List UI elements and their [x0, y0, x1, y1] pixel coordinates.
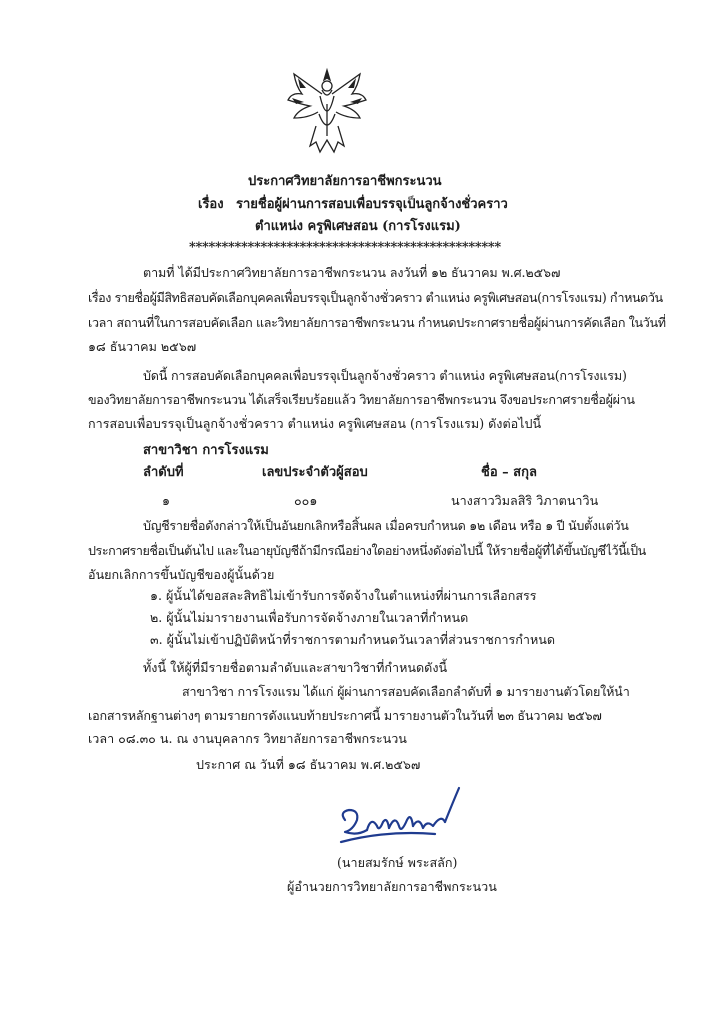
para1-line2: เรื่อง รายชื่อผู้มีสิทธิสอบคัดเลือกบุคคลเพื่อบรรจุเป็นลูกจ้างชั่วคราว ตำแหน่ง ครูพิเศษสอน(การโรงแรม) กำหนดวัน	[88, 290, 663, 305]
branch-heading: สาขาวิชา การโรงแรม	[143, 443, 269, 458]
para4-line1: ทั้งนี้ ให้ผู้ที่มีรายชื่อตามลำดับและสาขาวิชาที่กำหนดดังนี้	[143, 660, 448, 675]
condition-item: ๒. ผู้นั้นไม่มารายงานเพื่อรับการจัดจ้างภายในเวลาที่กำหนด	[150, 610, 469, 625]
para2-line1: บัดนี้ การสอบคัดเลือกบุคคลเพื่อบรรจุเป็นลูกจ้างชั่วคราว ตำแหน่ง ครูพิเศษสอน(การโรงแรม)	[143, 368, 627, 383]
signer-position: ผู้อำนวยการวิทยาลัยการอาชีพกระนวน	[287, 879, 497, 894]
announce-date: ประกาศ ณ วันที่ ๑๘ ธันวาคม พ.ศ.๒๕๖๗	[196, 757, 421, 772]
col-header-order: ลำดับที่	[143, 465, 184, 480]
signature-mark	[337, 786, 467, 852]
condition-item: ๑. ผู้นั้นได้ขอสละสิทธิไม่เข้ารับการจัดจ้างในตำแหน่งที่ผ่านการเลือกสรร	[150, 588, 537, 603]
para1-line4: ๑๘ ธันวาคม ๒๕๖๗	[88, 339, 197, 354]
row-name: นางสาววิมลสิริ วิภาตนาวิน	[451, 493, 599, 508]
para1-line1: ตามที่ ได้มีประกาศวิทยาลัยการอาชีพกระนวน ลงวันที่ ๑๒ ธันวาคม พ.ศ.๒๕๖๗	[143, 265, 561, 280]
subject-label: เรื่อง	[198, 197, 224, 212]
divider-stars: ************************************************	[189, 240, 501, 255]
document-title: ประกาศวิทยาลัยการอาชีพกระนวน	[248, 174, 442, 189]
para2-line2: ของวิทยาลัยการอาชีพกระนวน ได้เสร็จเรียบร้อยแล้ว วิทยาลัยการอาชีพกระนวน จึงขอประกาศรายชื่อผู้ผ่าน	[88, 392, 635, 407]
subject-text: รายชื่อผู้ผ่านการสอบเพื่อบรรจุเป็นลูกจ้างชั่วคราว	[236, 197, 508, 212]
garuda-emblem	[286, 66, 368, 156]
row-exam-id: ๐๐๑	[294, 493, 318, 508]
condition-item: ๓. ผู้นั้นไม่เข้าปฏิบัติหน้าที่ราชการตามกำหนดวันเวลาที่ส่วนราชการกำหนด	[150, 632, 556, 647]
para4-line2: สาขาวิชา การโรงแรม ได้แก่ ผู้ผ่านการสอบคัดเลือกลำดับที่ ๑ มารายงานตัวโดยให้นำ	[182, 684, 630, 699]
row-order: ๑	[162, 493, 170, 508]
para4-line4: เวลา ๐๘.๓๐ น. ณ งานบุคลากร วิทยาลัยการอาชีพกระนวน	[88, 731, 407, 746]
para1-line3: เวลา สถานที่ในการสอบคัดเลือก และวิทยาลัยการอาชีพกระนวน กำหนดประกาศรายชื่อผู้ผ่านการคัดเลือก ในวันที่	[88, 315, 666, 330]
signer-name: (นายสมรักษ์ พระสลัก)	[337, 855, 458, 870]
para3-line3: อันยกเลิกการขึ้นบัญชีของผู้นั้นด้วย	[88, 567, 275, 582]
para3-line1: บัญชีรายชื่อดังกล่าวให้เป็นอันยกเลิกหรือสิ้นผล เมื่อครบกำหนด ๑๒ เดือน หรือ ๑ ปี นับตั้งแต่วัน	[143, 518, 629, 533]
position-line: ตำแหน่ง ครูพิเศษสอน (การโรงแรม)	[255, 219, 461, 234]
para4-line3: เอกสารหลักฐานต่างๆ ตามรายการดังแนบท้ายประกาศนี้ มารายงานตัวในวันที่ ๒๓ ธันวาคม ๒๕๖๗	[88, 708, 602, 723]
col-header-name: ชื่อ – สกุล	[481, 465, 537, 480]
para3-line2: ประกาศรายชื่อเป็นต้นไป และในอายุบัญชีถ้ามีกรณีอย่างใดอย่างหนึ่งดังต่อไปนี้ ให้รายชื่อผู้ที่ได้ขึ้นบัญชีไว้นี้เป็น	[88, 543, 646, 558]
para2-line3: การสอบเพื่อบรรจุเป็นลูกจ้างชั่วคราว ตำแหน่ง ครูพิเศษสอน (การโรงแรม) ดังต่อไปนี้	[88, 416, 542, 431]
col-header-exam-id: เลขประจำตัวผู้สอบ	[262, 465, 368, 480]
